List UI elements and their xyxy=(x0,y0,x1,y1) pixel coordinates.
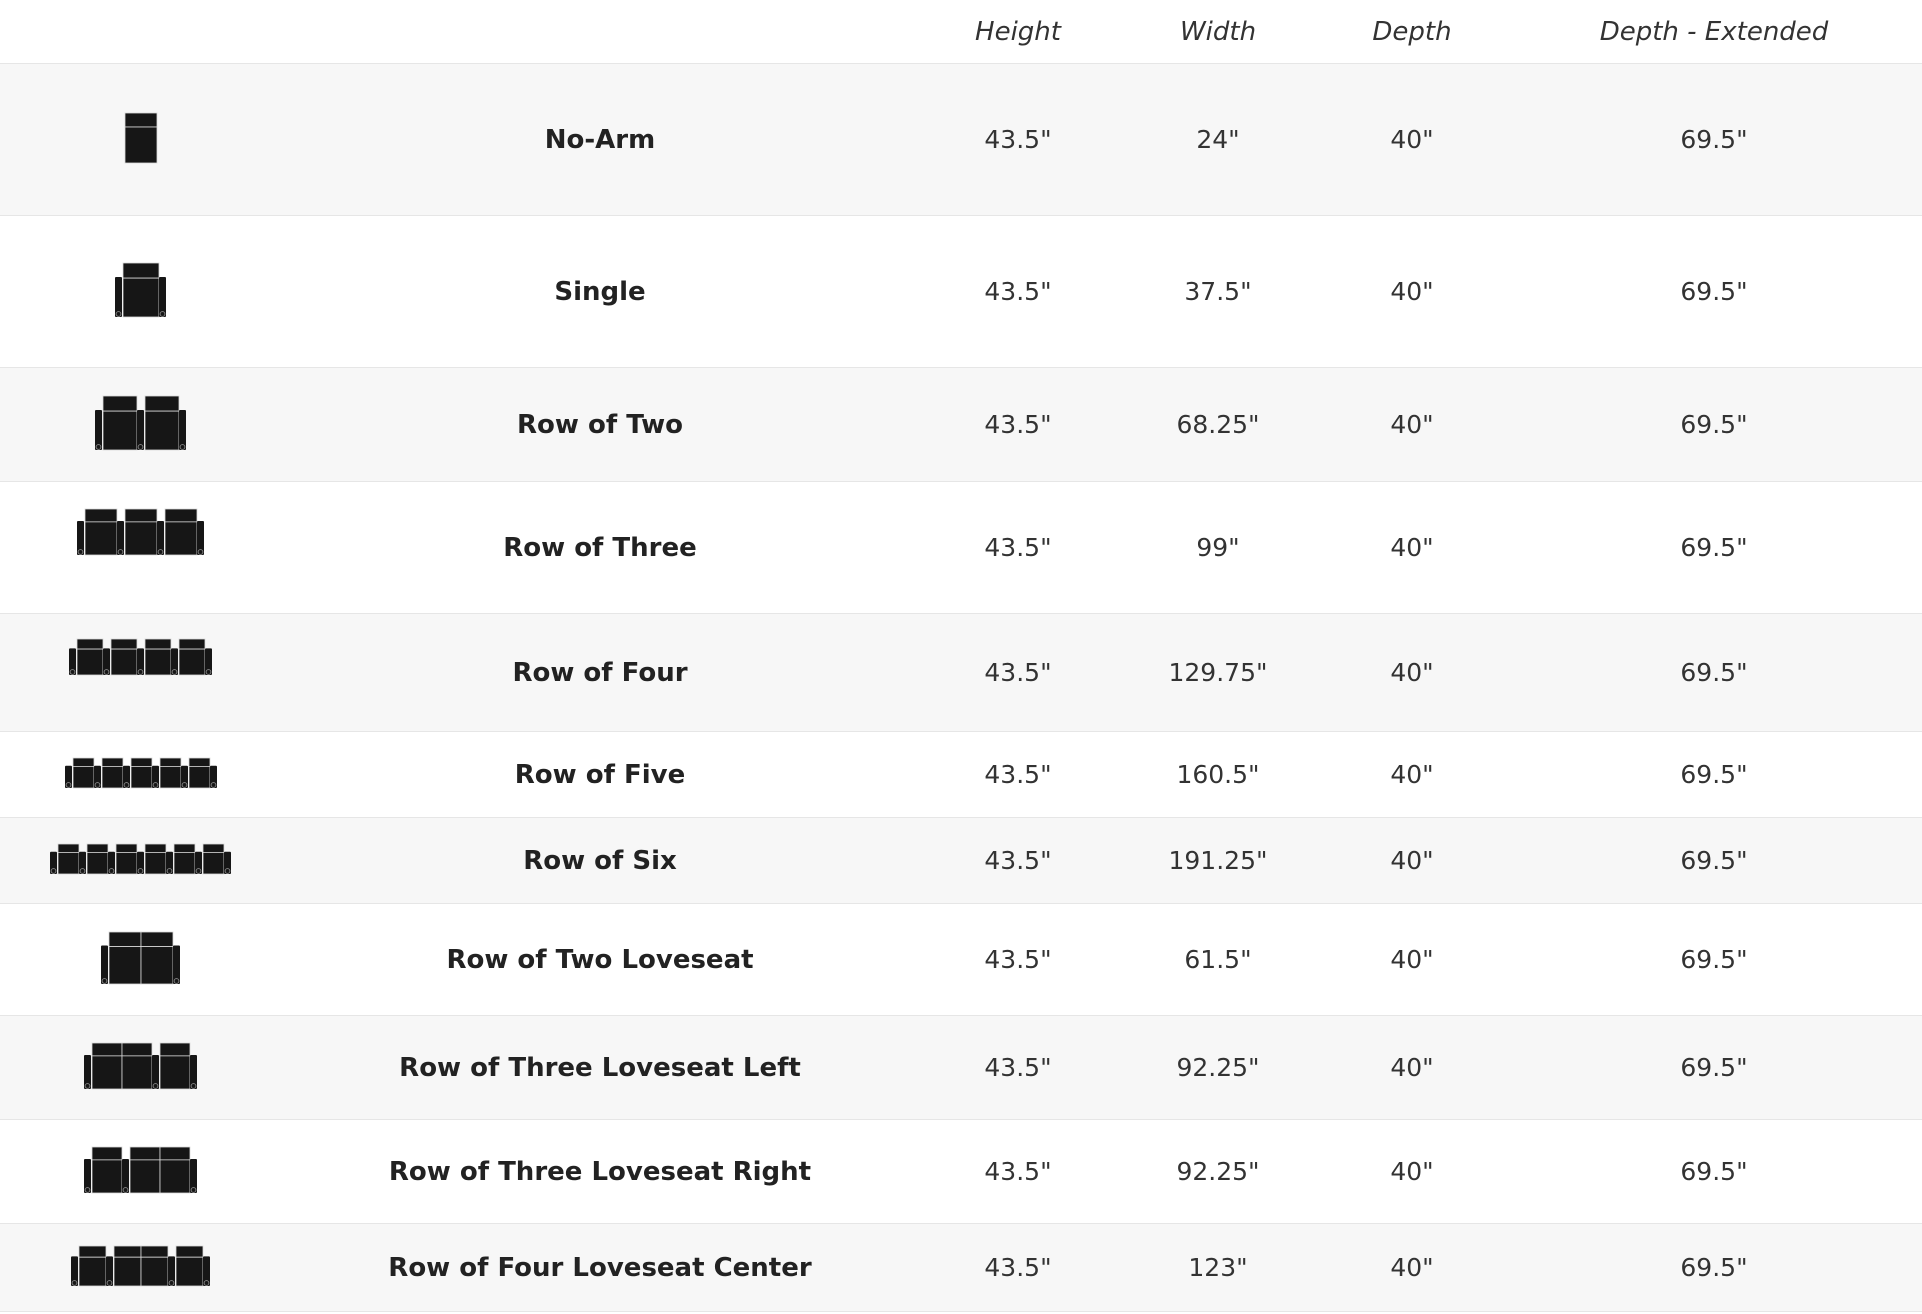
row-depth: 40" xyxy=(1318,482,1506,614)
seat-back xyxy=(130,1147,160,1160)
seat-cushion xyxy=(145,649,171,675)
header-height: Height xyxy=(918,0,1118,64)
row-width: 160.5" xyxy=(1118,732,1318,818)
seat-back xyxy=(160,758,181,766)
seat-back xyxy=(189,758,210,766)
row-depth-extended: 69.5" xyxy=(1506,64,1922,216)
row-width: 24" xyxy=(1118,64,1318,216)
seat-cushion xyxy=(116,852,137,874)
header-depth-extended: Depth - Extended xyxy=(1506,0,1922,64)
seat-cushion xyxy=(131,766,152,788)
row-of-four-loveseat-center-icon xyxy=(70,1245,212,1287)
seat-drawing xyxy=(70,1245,212,1287)
row-of-three-icon xyxy=(76,508,206,556)
seat-back xyxy=(92,1043,122,1056)
table-row xyxy=(0,216,1922,368)
row-height: 43.5" xyxy=(918,1224,1118,1312)
seat-cushion xyxy=(87,852,108,874)
row-name: Single xyxy=(282,216,918,368)
seat-back xyxy=(174,844,195,852)
row-icon-cell xyxy=(0,732,282,818)
row-width: 68.25" xyxy=(1118,368,1318,482)
seat-cushion xyxy=(145,852,166,874)
seat-drawing xyxy=(64,757,219,789)
row-icon-cell xyxy=(0,818,282,904)
seat-cushion xyxy=(125,127,157,163)
row-width: 99" xyxy=(1118,482,1318,614)
row-name: No-Arm xyxy=(282,64,918,216)
seat-cushion xyxy=(145,411,179,450)
single-seat-icon xyxy=(114,262,168,318)
row-of-six-icon xyxy=(49,843,233,875)
seat-cushion xyxy=(103,411,137,450)
seat-cushion xyxy=(114,1257,141,1286)
row-depth: 40" xyxy=(1318,1224,1506,1312)
seat-back xyxy=(203,844,224,852)
seat-back xyxy=(145,639,171,649)
seat-back xyxy=(85,509,117,522)
table-row xyxy=(0,1120,1922,1224)
row-width: 37.5" xyxy=(1118,216,1318,368)
table-row xyxy=(0,482,1922,614)
row-depth-extended: 69.5" xyxy=(1506,1016,1922,1120)
seat-drawing xyxy=(83,1042,199,1090)
seat-back xyxy=(145,844,166,852)
seat-back xyxy=(125,113,157,127)
no-arm-seat-icon xyxy=(124,112,158,164)
seat-back xyxy=(111,639,137,649)
header-depth: Depth xyxy=(1318,0,1506,64)
armrest xyxy=(179,410,186,450)
seat-back xyxy=(131,758,152,766)
row-icon-cell xyxy=(0,216,282,368)
row-depth: 40" xyxy=(1318,904,1506,1016)
seat-back xyxy=(176,1246,203,1257)
table-row xyxy=(0,904,1922,1016)
row-depth: 40" xyxy=(1318,732,1506,818)
row-name: Row of Three xyxy=(282,482,918,614)
row-depth: 40" xyxy=(1318,1016,1506,1120)
seat-back xyxy=(179,639,205,649)
seat-back xyxy=(79,1246,106,1257)
row-depth-extended: 69.5" xyxy=(1506,1120,1922,1224)
seat-back xyxy=(92,1147,122,1160)
seat-back xyxy=(116,844,137,852)
row-icon-cell xyxy=(0,1224,282,1312)
row-depth-extended: 69.5" xyxy=(1506,732,1922,818)
armrest xyxy=(95,410,102,450)
seat-back xyxy=(165,509,197,522)
table-row xyxy=(0,1016,1922,1120)
row-depth-extended: 69.5" xyxy=(1506,1224,1922,1312)
seat-cushion xyxy=(174,852,195,874)
seat-cushion xyxy=(179,649,205,675)
row-height: 43.5" xyxy=(918,614,1118,732)
armrest xyxy=(137,410,144,450)
row-width: 191.25" xyxy=(1118,818,1318,904)
seat-drawing xyxy=(114,262,168,318)
seat-back xyxy=(141,932,173,947)
row-height: 43.5" xyxy=(918,1120,1118,1224)
row-height: 43.5" xyxy=(918,482,1118,614)
row-height: 43.5" xyxy=(918,818,1118,904)
row-width: 123" xyxy=(1118,1224,1318,1312)
seat-drawing xyxy=(124,112,158,164)
seat-cushion xyxy=(160,1055,190,1088)
seat-cushion xyxy=(189,766,210,788)
seat-back xyxy=(160,1147,190,1160)
row-icon-cell xyxy=(0,368,282,482)
seat-cushion xyxy=(79,1257,106,1286)
row-height: 43.5" xyxy=(918,216,1118,368)
seat-cushion xyxy=(92,1055,122,1088)
row-width: 92.25" xyxy=(1118,1016,1318,1120)
seat-cushion xyxy=(85,521,117,554)
row-depth: 40" xyxy=(1318,818,1506,904)
row-of-four-icon xyxy=(68,638,214,676)
row-icon-cell xyxy=(0,1016,282,1120)
row-depth: 40" xyxy=(1318,216,1506,368)
seat-cushion xyxy=(165,521,197,554)
row-width: 92.25" xyxy=(1118,1120,1318,1224)
seat-cushion xyxy=(160,766,181,788)
seat-back xyxy=(141,1246,168,1257)
row-name: Row of Two xyxy=(282,368,918,482)
header-row xyxy=(0,0,1922,64)
row-of-two-loveseat-icon xyxy=(100,931,182,985)
seat-drawing xyxy=(49,843,233,875)
seat-back xyxy=(87,844,108,852)
seat-cushion xyxy=(125,521,157,554)
seat-back xyxy=(114,1246,141,1257)
seat-cushion xyxy=(122,1055,152,1088)
header-name-column xyxy=(282,0,918,64)
row-depth: 40" xyxy=(1318,614,1506,732)
row-of-five-icon xyxy=(64,757,219,789)
table-row xyxy=(0,368,1922,482)
row-name: Row of Three Loveseat Left xyxy=(282,1016,918,1120)
table-row xyxy=(0,732,1922,818)
seat-drawing xyxy=(68,638,214,676)
row-name: Row of Two Loveseat xyxy=(282,904,918,1016)
seat-cushion xyxy=(92,1159,122,1192)
header-width: Width xyxy=(1118,0,1318,64)
table-row xyxy=(0,818,1922,904)
row-depth-extended: 69.5" xyxy=(1506,216,1922,368)
row-depth-extended: 69.5" xyxy=(1506,614,1922,732)
row-width: 129.75" xyxy=(1118,614,1318,732)
seat-back xyxy=(122,1043,152,1056)
row-depth-extended: 69.5" xyxy=(1506,368,1922,482)
seat-back xyxy=(145,396,179,411)
row-depth-extended: 69.5" xyxy=(1506,482,1922,614)
seat-cushion xyxy=(102,766,123,788)
row-of-three-loveseat-left-icon xyxy=(83,1042,199,1090)
seat-cushion xyxy=(73,766,94,788)
seat-cushion xyxy=(111,649,137,675)
row-icon-cell xyxy=(0,904,282,1016)
table-row xyxy=(0,64,1922,216)
row-icon-cell xyxy=(0,64,282,216)
seat-drawing xyxy=(83,1146,199,1194)
armrest xyxy=(159,277,166,317)
seat-cushion xyxy=(176,1257,203,1286)
row-icon-cell xyxy=(0,1120,282,1224)
row-height: 43.5" xyxy=(918,368,1118,482)
seat-cushion xyxy=(58,852,79,874)
row-of-two-icon xyxy=(94,395,188,451)
seat-cushion xyxy=(109,946,141,983)
row-name: Row of Three Loveseat Right xyxy=(282,1120,918,1224)
armrest xyxy=(115,277,122,317)
row-depth: 40" xyxy=(1318,368,1506,482)
row-depth-extended: 69.5" xyxy=(1506,818,1922,904)
seat-cushion xyxy=(203,852,224,874)
seat-cushion xyxy=(160,1159,190,1192)
row-icon-cell xyxy=(0,482,282,614)
row-depth: 40" xyxy=(1318,1120,1506,1224)
row-height: 43.5" xyxy=(918,732,1118,818)
seat-back xyxy=(58,844,79,852)
seat-drawing xyxy=(76,508,206,556)
seat-drawing xyxy=(100,931,182,985)
seat-back xyxy=(103,396,137,411)
header-icon-column xyxy=(0,0,282,64)
seat-cushion xyxy=(141,946,173,983)
row-name: Row of Four xyxy=(282,614,918,732)
seat-back xyxy=(125,509,157,522)
seat-back xyxy=(160,1043,190,1056)
seat-back xyxy=(109,932,141,947)
row-height: 43.5" xyxy=(918,904,1118,1016)
table-row xyxy=(0,614,1922,732)
row-width: 61.5" xyxy=(1118,904,1318,1016)
seat-back xyxy=(123,263,159,278)
row-icon-cell xyxy=(0,614,282,732)
seat-cushion xyxy=(123,278,159,317)
row-height: 43.5" xyxy=(918,1016,1118,1120)
seat-cushion xyxy=(77,649,103,675)
seat-back xyxy=(102,758,123,766)
row-name: Row of Five xyxy=(282,732,918,818)
seat-drawing xyxy=(94,395,188,451)
row-depth-extended: 69.5" xyxy=(1506,904,1922,1016)
table-row xyxy=(0,1224,1922,1312)
row-of-three-loveseat-right-icon xyxy=(83,1146,199,1194)
seat-back xyxy=(73,758,94,766)
row-height: 43.5" xyxy=(918,64,1118,216)
seat-cushion xyxy=(141,1257,168,1286)
row-depth: 40" xyxy=(1318,64,1506,216)
row-name: Row of Four Loveseat Center xyxy=(282,1224,918,1312)
row-name: Row of Six xyxy=(282,818,918,904)
seat-back xyxy=(77,639,103,649)
seat-cushion xyxy=(130,1159,160,1192)
